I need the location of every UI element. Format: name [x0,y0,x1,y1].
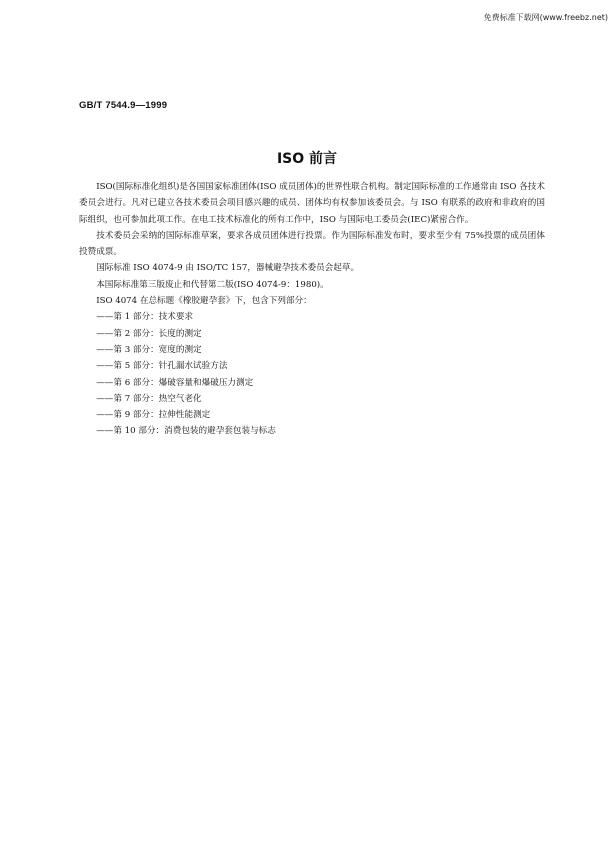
list-item: ——第 10 部分：消费包装的避孕套包装与标志 [96,426,276,437]
paragraph-voting: 技术委员会采纳的国际标准草案，要求各成员团体进行投票。作为国际标准发布时，要求至少有 75%投票的成员团体投赞成票。 [79,230,545,258]
paragraph-parts-intro: ISO 4074 在总标题《橡胶避孕套》下，包含下列部分： [96,296,312,307]
list-item: ——第 6 部分：爆破容量和爆破压力测定 [96,377,254,388]
list-item: ——第 5 部分：针孔漏水试验方法 [96,361,228,372]
list-item: ——第 1 部分：技术要求 [96,312,194,323]
list-item: ——第 7 部分：热空气老化 [96,393,202,404]
paragraph-drafting: 国际标准 ISO 4074-9 由 ISO/TC 157，器械避孕技术委员会起草。 [96,263,360,274]
list-item: ——第 9 部分：拉伸性能测定 [96,410,211,421]
list-item: ——第 3 部分：宽度的测定 [96,344,202,355]
parts-list [79,309,545,439]
paragraph-edition: 本国际标准第三版废止和代替第二版(ISO 4074-9：1980)。 [96,279,329,290]
standard-number: GB/T 7544.9—1999 [79,100,168,111]
list-item: ——第 2 部分：长度的测定 [96,328,202,339]
foreword-body [79,179,545,440]
watermark-text: 免费标准下载网(www.freebz.net) [483,13,608,22]
paragraph-iso-intro: ISO(国际标准化组织)是各国国家标准团体(ISO 成员团体)的世界性联合机构。制定国际标准的工作通常由 ISO 各技术委员会进行。凡对已建立各技术委员会项目感兴趣的成员、团体均有权参加该委员会。与 ISO 有联系的政府和非政府的国际组织，也可参加此项工作。在电工技术标准化的所有工作中，ISO 与国际电工委员会(IEC)紧密合作。 [79,182,545,225]
page-title: ISO 前言 [276,151,338,167]
